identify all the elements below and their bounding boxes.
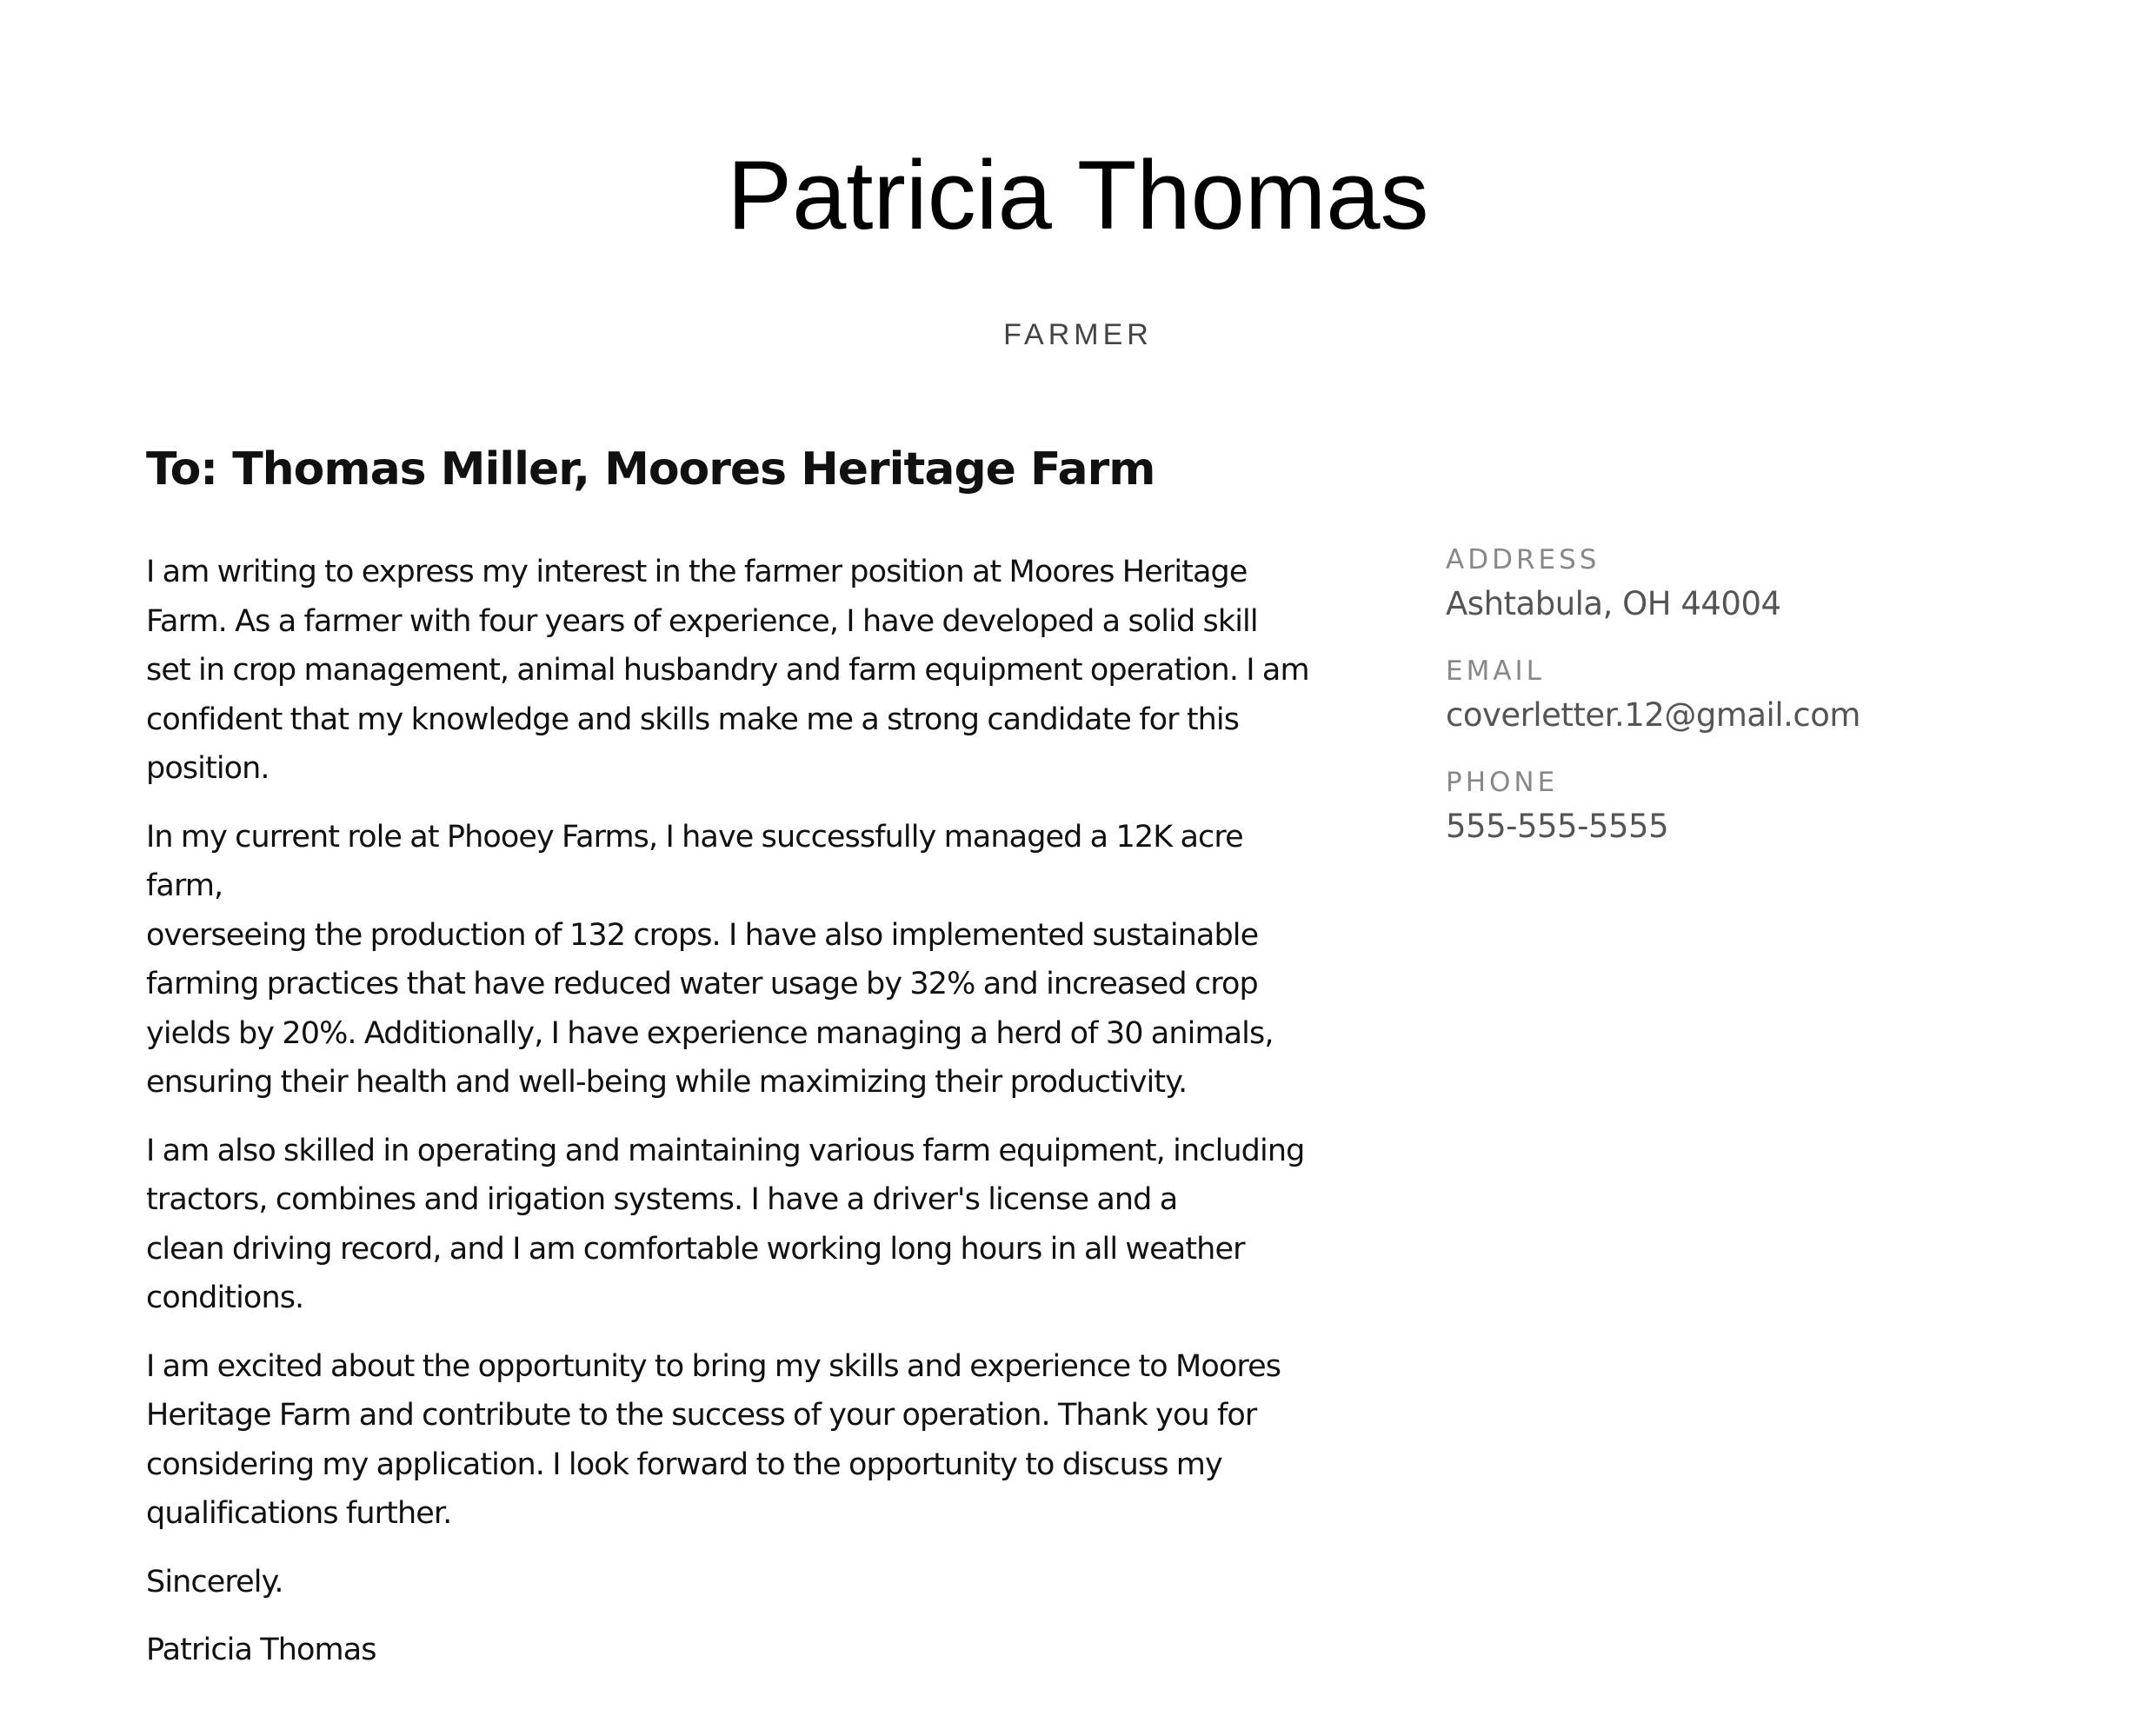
email-field	[1446, 650, 2106, 739]
letter-paragraph-4: I am excited about the opportunity to bring my skills and experience to Moores Heritage Farm and contribute to the success of your operation. Thank you for considering my application. I look forward to the opportunity to discuss my qualifications further.	[146, 1348, 1281, 1531]
recipient-heading: To: Thomas Miller, Moores Heritage Farm	[146, 443, 1155, 496]
address-field	[1446, 539, 2106, 628]
letter-paragraph-3: I am also skilled in operating and maintaining various farm equipment, including tractors, combines and irigation systems. I have a driver's license and a clean driving record, and I am comfortable working long hours in all weather conditions.	[146, 1133, 1305, 1315]
letter-paragraph-1: I am writing to express my interest in the farmer position at Moores Heritage Farm. As a farmer with four years of experience, I have developed a solid skill set in crop management, animal husbandry and farm equipment operation. I am confident that my knowledge and skills make me a strong candidate for this position.	[146, 555, 1309, 786]
address-label: ADDRESS	[1446, 544, 1600, 575]
contact-sidebar	[1446, 539, 2106, 873]
job-title: FARMER	[1003, 318, 1153, 351]
letter-closing: Sincerely.	[146, 1564, 283, 1600]
applicant-name: Patricia Thomas	[727, 141, 1429, 249]
letter-signature: Patricia Thomas	[146, 1633, 376, 1667]
phone-label: PHONE	[1446, 767, 1559, 798]
email-value[interactable]: coverletter.12@gmail.com	[1446, 696, 1860, 734]
phone-field	[1446, 762, 2106, 850]
phone-value: 555-555-5555	[1446, 808, 1669, 845]
letter-paragraph-2: In my current role at Phooey Farms, I have successfully managed a 12K acre farm, overseeing the production of 132 crops. I have also implemented sustainable farming practices that have reduced water usage by 32% and increased crop yields by 20%. Additionally, I have experience managing a herd of 30 animals, ensuring their health and well-being while maximizing their productivity.	[146, 819, 1274, 1100]
email-label: EMAIL	[1446, 655, 1545, 687]
address-value: Ashtabula, OH 44004	[1446, 585, 1781, 622]
letter-body	[146, 548, 1311, 1694]
